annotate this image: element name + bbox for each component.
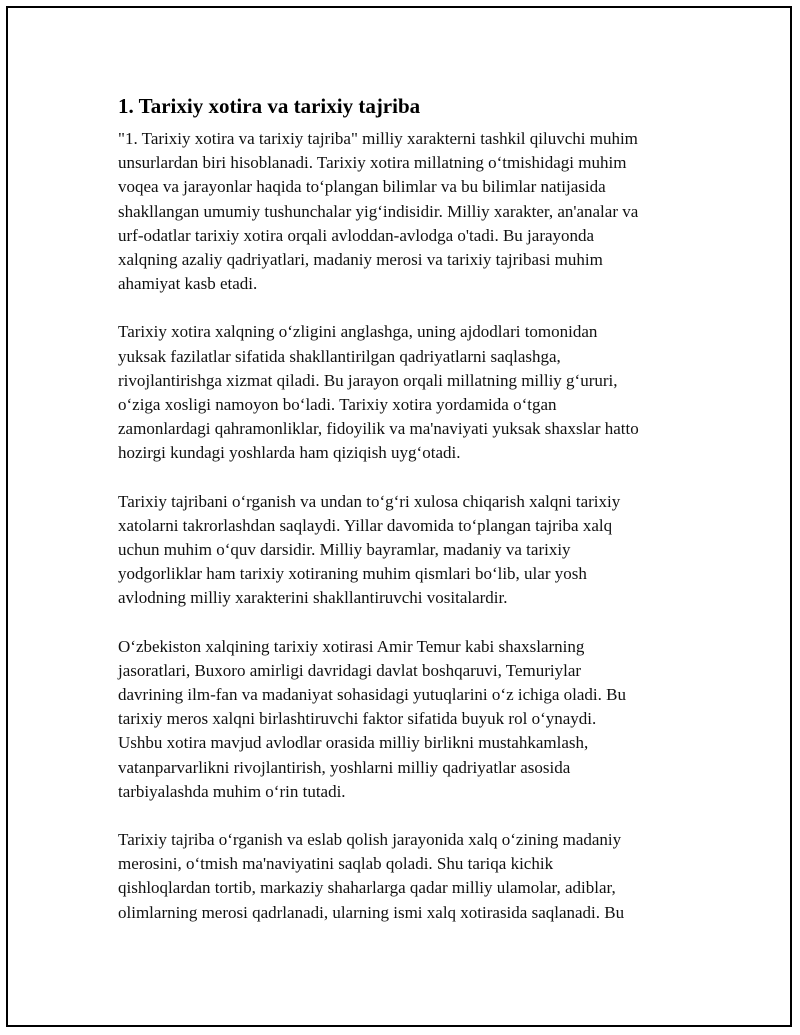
- text-line: Ushbu xotira mavjud avlodlar orasida milliy birlikni mustahkamlash,: [118, 733, 589, 753]
- text-line: Tarixiy xotira xalqning oʻzligini anglashga, uning ajdodlari tomonidan: [118, 322, 598, 342]
- paragraph-2: [118, 320, 688, 465]
- text-line: xatolarni takrorlashdan saqlaydi. Yillar davomida toʻplangan tajriba xalq: [118, 515, 613, 535]
- text-line: ahamiyat kasb etadi.: [118, 274, 258, 294]
- text-line: oʻziga xosligi namoyon boʻladi. Tarixiy xotira yordamida oʻtgan: [118, 395, 557, 415]
- paragraph-4: [118, 635, 688, 804]
- text-line: "1. Tarixiy xotira va tarixiy tajriba" milliy xarakterni tashkil qiluvchi muhim: [118, 129, 638, 148]
- text-line: jasoratlari, Buxoro amirligi davridagi davlat boshqaruvi, Temuriylar: [118, 660, 582, 680]
- text-line: rivojlantirishga xizmat qiladi. Bu jarayon orqali millatning milliy gʻururi,: [118, 370, 618, 390]
- text-line: voqea va jarayonlar haqida toʻplangan bilimlar va bu bilimlar natijasida: [118, 177, 606, 197]
- text-line: davrining ilm-fan va madaniyat sohasidagi yutuqlarini oʻz ichiga oladi. Bu: [118, 685, 626, 705]
- paragraph-5: [118, 828, 688, 925]
- text-line: hozirgi kundagi yoshlarda ham qiziqish uygʻotadi.: [118, 443, 461, 463]
- text-line: tarixiy meros xalqni birlashtiruvchi faktor sifatida buyuk rol oʻynaydi.: [118, 709, 597, 729]
- text-line: yodgorliklar ham tarixiy xotiraning muhim qismlari boʻlib, ular yosh: [118, 564, 587, 584]
- text-line: olimlarning merosi qadrlanadi, ularning ismi xalq xotirasida saqlanadi. Bu: [118, 902, 625, 922]
- text-line: Tarixiy tajriba oʻrganish va eslab qolish jarayonida xalq oʻzining madaniy: [118, 830, 622, 850]
- paragraph-1: [118, 127, 688, 296]
- text-line: yuksak fazilatlar sifatida shakllantirilgan qadriyatlarni saqlashga,: [118, 346, 561, 366]
- text-line: Oʻzbekiston xalqining tarixiy xotirasi Amir Temur kabi shaxslarning: [118, 636, 585, 656]
- text-line: vatanparvarlikni rivojlantirish, yoshlarni milliy qadriyatlar asosida: [118, 757, 571, 777]
- text-line: xalqning azaliy qadriyatlari, madaniy merosi va tarixiy tajribasi muhim: [118, 250, 603, 270]
- text-line: Tarixiy tajribani oʻrganish va undan toʻgʻri xulosa chiqarish xalqni tarixiy: [118, 491, 621, 511]
- text-line: merosini, oʻtmish ma'naviyatini saqlab qoladi. Shu tariqa kichik: [118, 854, 554, 874]
- paragraph-3: [118, 490, 688, 611]
- text-line: tarbiyalashda muhim oʻrin tutadi.: [118, 781, 346, 801]
- text-line: shakllangan umumiy tushunchalar yigʻindisidir. Milliy xarakter, an'analar va: [118, 201, 639, 221]
- text-line: avlodning milliy xarakterini shakllantiruvchi vositalardir.: [118, 588, 508, 608]
- text-line: zamonlardagi qahramonliklar, fidoyilik va ma'naviyati yuksak shaxslar hatto: [118, 419, 639, 439]
- text-line: urf-odatlar tarixiy xotira orqali avloddan-avlodga o'tadi. Bu jarayonda: [118, 225, 595, 245]
- text-line: uchun muhim oʻquv darsidir. Milliy bayramlar, madaniy va tarixiy: [118, 540, 571, 560]
- text-line: qishloqlardan tortib, markaziy shaharlarga qadar milliy ulamolar, adiblar,: [118, 878, 616, 898]
- section-heading: 1. Tarixiy xotira va tarixiy tajriba: [118, 94, 421, 118]
- document-body: [118, 92, 688, 949]
- text-line: unsurlardan biri hisoblanadi. Tarixiy xotira millatning oʻtmishidagi muhim: [118, 153, 627, 173]
